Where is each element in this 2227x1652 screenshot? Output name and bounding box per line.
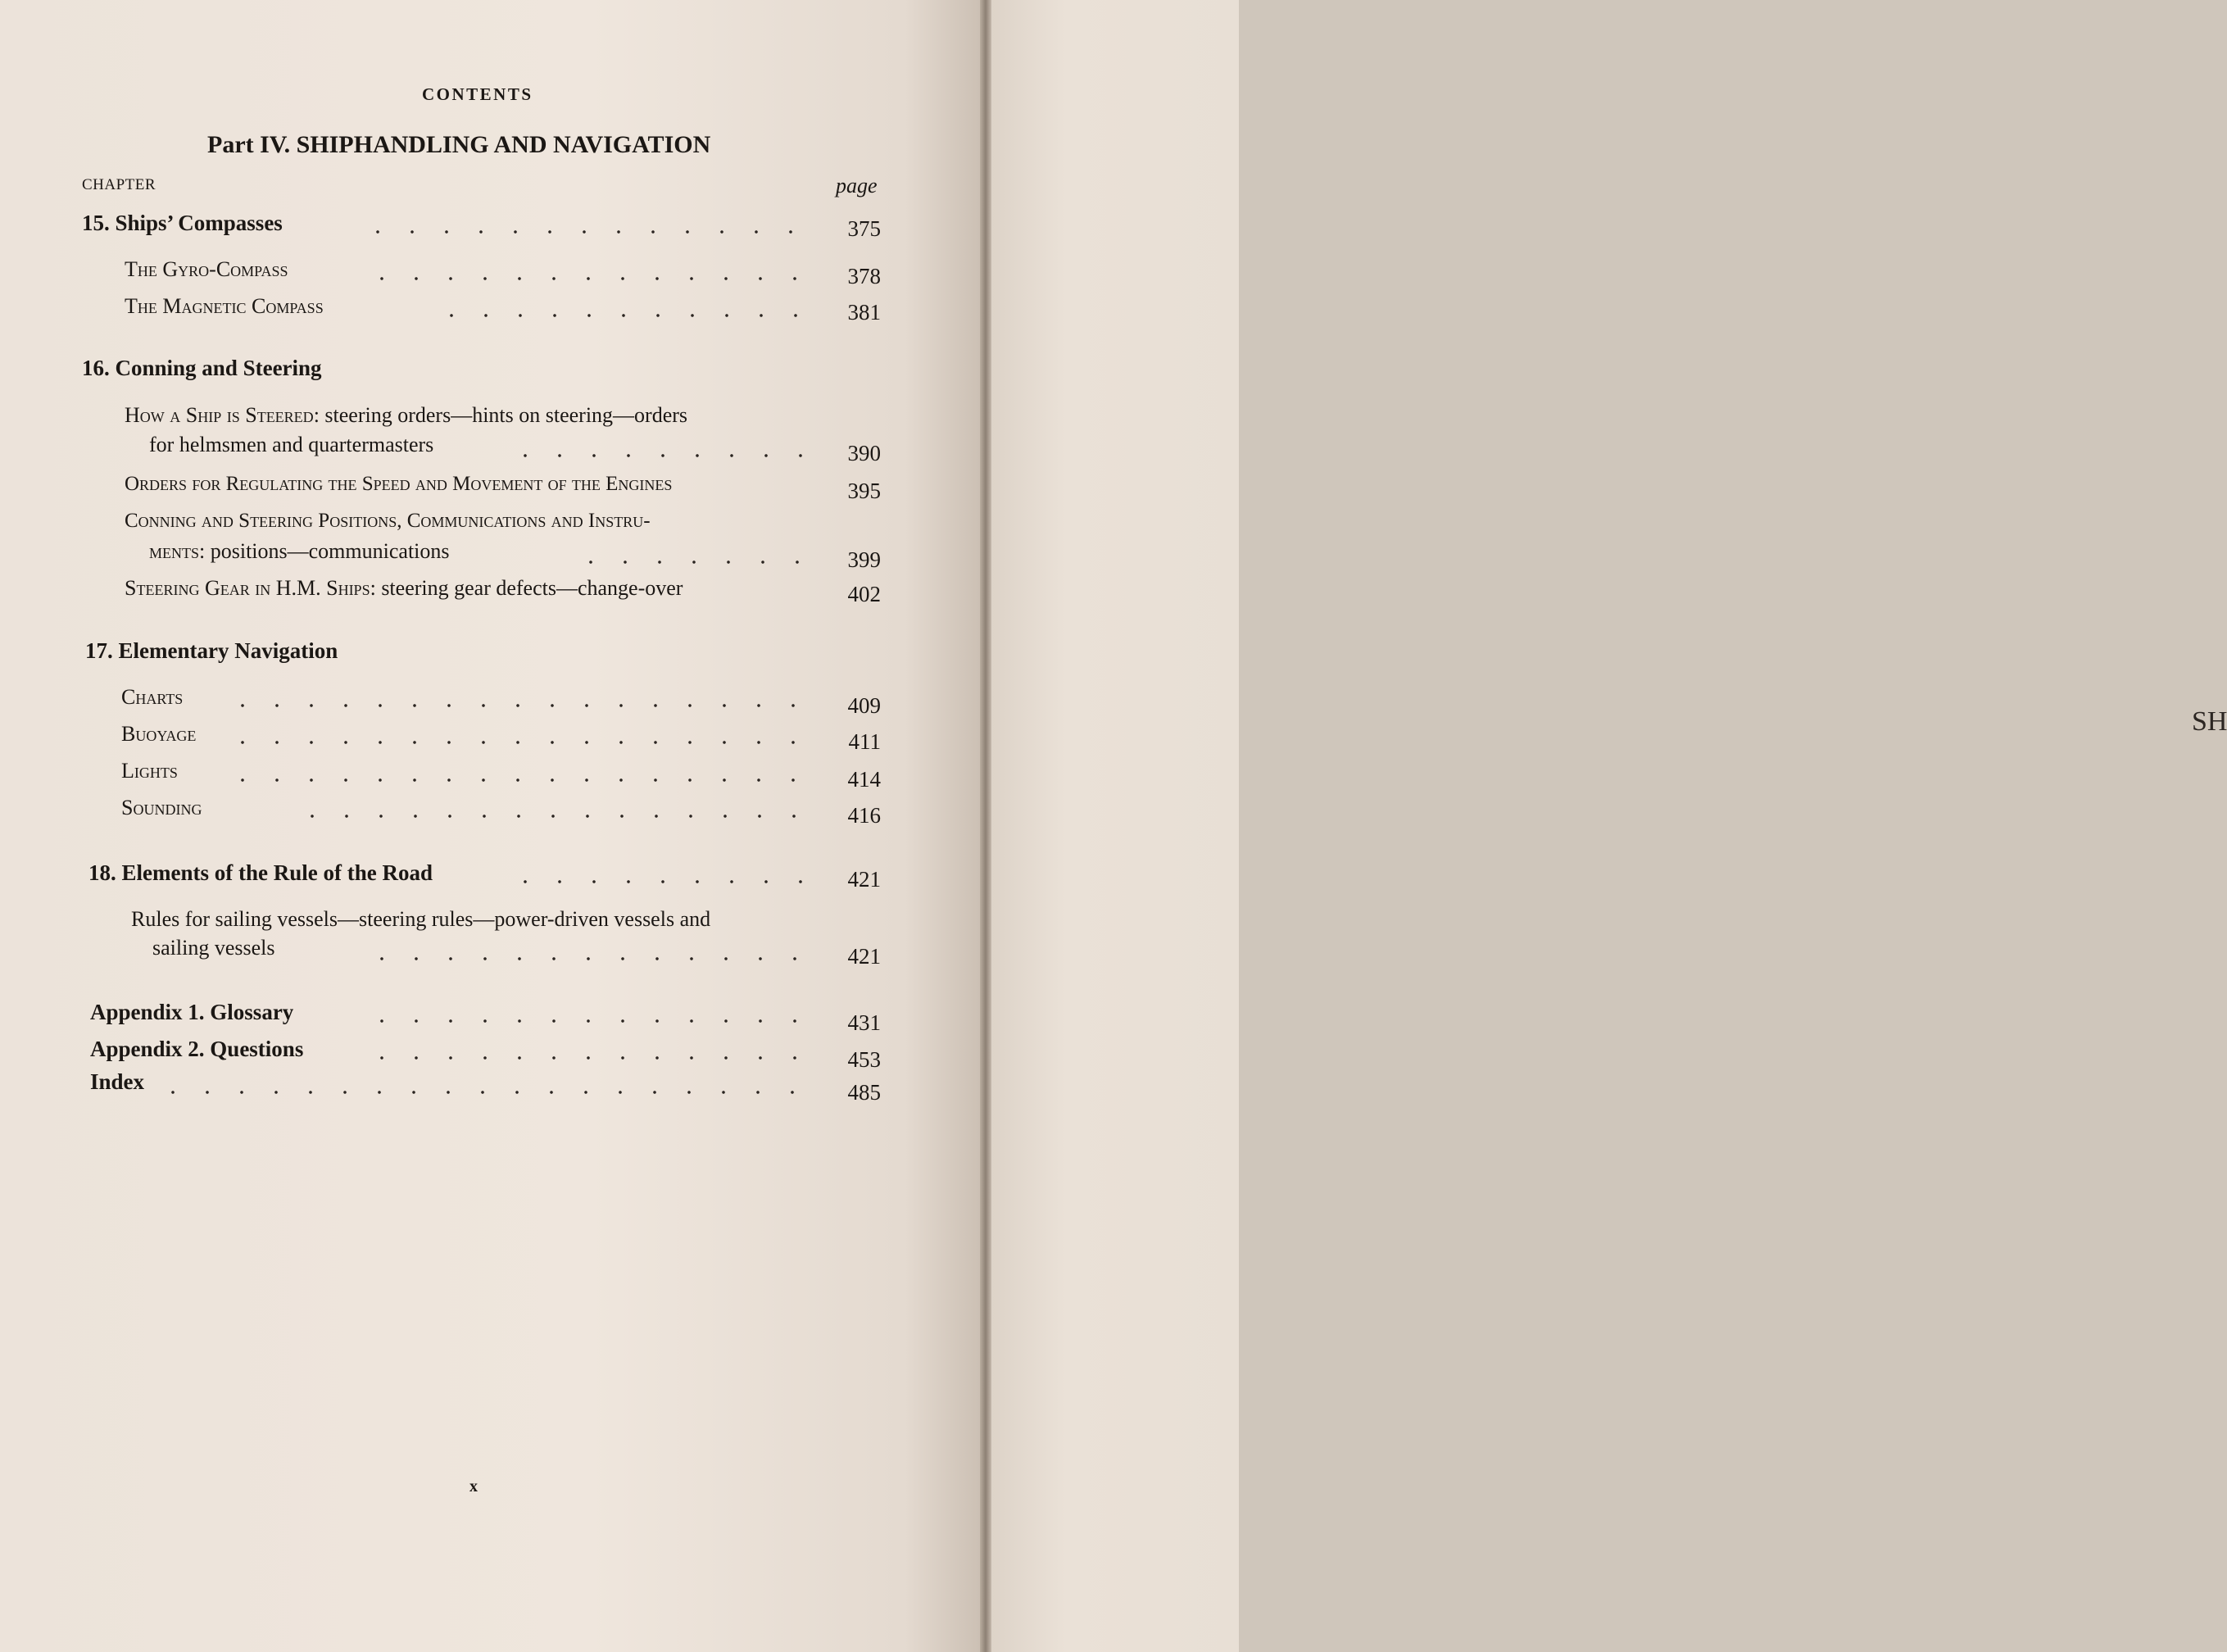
section-charts: Charts xyxy=(121,685,184,709)
leader-dots xyxy=(508,880,819,885)
leader-dots xyxy=(295,815,819,819)
section-steering-gear xyxy=(125,576,683,601)
index-title: Index xyxy=(90,1069,145,1094)
section-rules-sailing-vessels-page: 421 xyxy=(847,944,881,969)
folio-page-number: x xyxy=(469,1477,478,1495)
book-gutter xyxy=(980,0,991,1652)
leader-dots xyxy=(225,741,819,746)
section-lights-page: 414 xyxy=(847,767,881,792)
part-title: Part IV. SHIPHANDLING AND NAVIGATION xyxy=(207,131,711,158)
section-description: : steering orders—hints on steering—orders xyxy=(313,403,688,427)
facing-page-text-fragment: SH xyxy=(2192,706,2227,737)
appendix-2-title: Appendix 2. Questions xyxy=(90,1037,304,1061)
leader-dots xyxy=(365,1056,819,1061)
section-gyro-compass: The Gyro-Compass xyxy=(125,257,288,281)
section-charts-page: 409 xyxy=(847,693,881,718)
chapter-17-title: 17. Elementary Navigation xyxy=(85,638,338,663)
leader-dots xyxy=(434,314,819,319)
section-how-ship-steered-page: 390 xyxy=(847,441,881,465)
section-gyro-compass-page: 378 xyxy=(847,264,881,288)
section-how-ship-steered xyxy=(125,403,687,428)
leader-dots xyxy=(365,277,819,282)
appendix-1-page: 431 xyxy=(847,1010,881,1035)
section-rules-sailing-vessels: Rules for sailing vessels—steering rules—power-driven vessels and xyxy=(131,907,711,931)
chapter-16-title: 16. Conning and Steering xyxy=(82,356,322,380)
running-head: CONTENTS xyxy=(422,84,533,104)
index-page: 485 xyxy=(847,1080,881,1105)
appendix-1-title: Appendix 1. Glossary xyxy=(90,1000,294,1024)
right-page xyxy=(991,0,2227,1652)
section-label: How a Ship is Steered xyxy=(125,403,314,427)
section-conning-positions: Conning and Steering Positions, Communications and Instru- xyxy=(125,510,651,532)
leader-dots xyxy=(365,957,819,962)
chapter-18-title: 18. Elements of the Rule of the Road xyxy=(88,860,433,885)
chapter-15-title: 15. Ships’ Compasses xyxy=(82,211,283,235)
section-orders-engines-page: 395 xyxy=(847,479,881,503)
section-sounding: Sounding xyxy=(121,796,202,819)
section-buoyage-page: 411 xyxy=(848,729,881,754)
section-label-continued: ments xyxy=(149,539,200,563)
section-conning-positions-continued xyxy=(149,539,450,564)
leader-dots xyxy=(156,1091,819,1096)
section-buoyage: Buoyage xyxy=(121,722,197,746)
column-label-page: page xyxy=(836,174,878,197)
section-lights: Lights xyxy=(121,759,178,783)
section-description: : positions—communications xyxy=(199,539,450,563)
section-magnetic-compass-page: 381 xyxy=(847,300,881,324)
column-label-chapter: CHAPTER xyxy=(82,176,156,193)
leader-dots xyxy=(361,230,819,235)
section-steering-gear-page: 402 xyxy=(847,582,881,606)
leader-dots xyxy=(508,454,819,459)
section-conning-positions-page: 399 xyxy=(847,547,881,572)
chapter-18-page: 421 xyxy=(847,867,881,892)
section-orders-engines: Orders for Regulating the Speed and Movement of the Engines xyxy=(125,473,673,495)
section-how-ship-steered-continued: for helmsmen and quartermasters xyxy=(149,433,434,456)
section-magnetic-compass: The Magnetic Compass xyxy=(125,294,324,318)
leader-dots xyxy=(574,560,819,565)
section-sounding-page: 416 xyxy=(847,803,881,828)
leader-dots xyxy=(225,778,819,783)
chapter-15-page: 375 xyxy=(847,216,881,241)
appendix-2-page: 453 xyxy=(847,1047,881,1072)
section-rules-sailing-vessels-continued: sailing vessels xyxy=(152,936,275,960)
leader-dots xyxy=(365,1019,819,1024)
leader-dots xyxy=(225,704,819,709)
section-label: Steering Gear in H.M. Ships xyxy=(125,576,370,600)
section-description: : steering gear defects—change-over xyxy=(370,576,683,600)
